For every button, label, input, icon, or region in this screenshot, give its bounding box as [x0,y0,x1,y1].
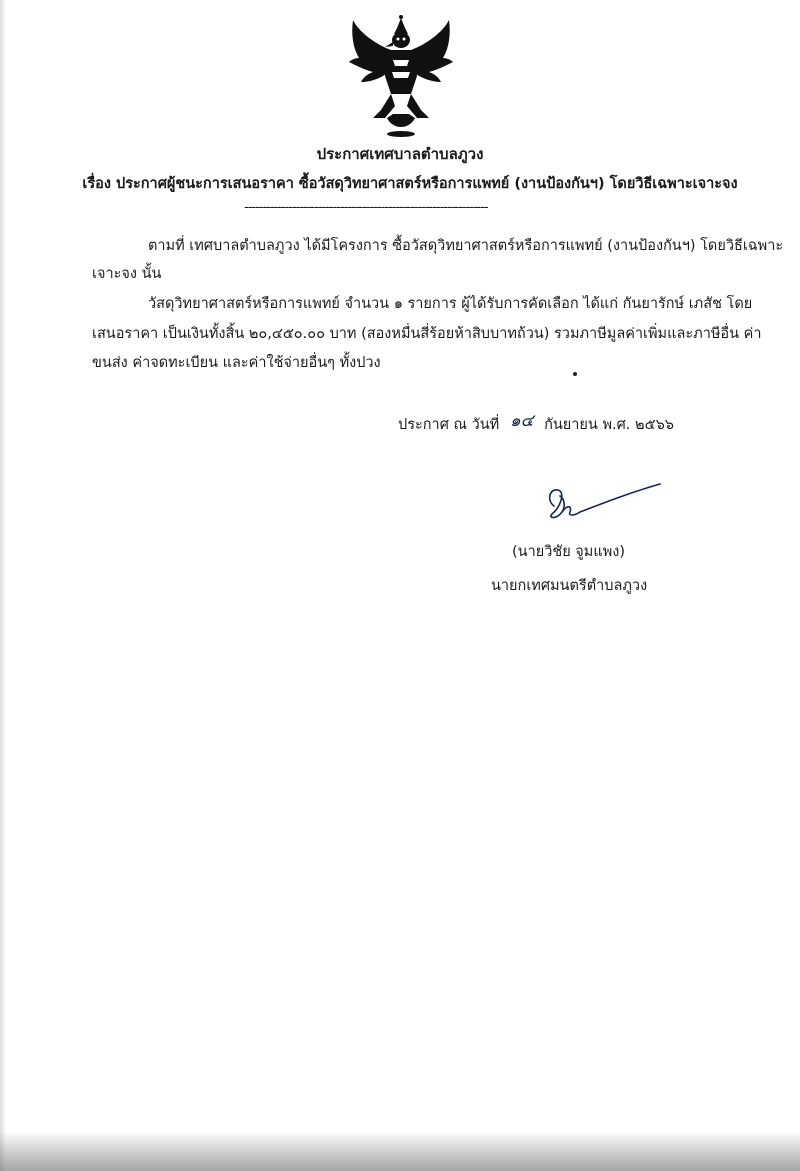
paragraph-2-line-3: ขนส่ง ค่าจดทะเบียน และค่าใช้จ่ายอื่นๆ ทั้งปวง [92,355,381,371]
paragraph-2-line-2: เสนอราคา เป็นเงินทั้งสิ้น ๒๐,๔๕๐.๐๐ บาท (สองหมื่นสี่ร้อยห้าสิบบาทถ้วน) รวมภาษีมูลค่าเพิ่มและภาษีอื่น ค่า [92,326,762,342]
ink-dot [573,372,577,376]
handwritten-signature [536,478,666,524]
page-title: ประกาศเทศบาลตำบลภูวง [316,145,484,163]
announcement-date [398,410,674,437]
announcement-month-year: กันยายน พ.ศ. ๒๕๖๖ [544,417,674,433]
paragraph-2-line-1: วัสดุวิทยาศาสตร์หรือการแพทย์ จำนวน ๑ รายการ ผู้ได้รับการคัดเลือก ได้แก่ กันยารักษ์ เภสัช โดย [148,296,753,312]
signer-name: (นายวิชัย จูมแพง) [512,544,625,560]
garuda-emblem-icon [345,14,457,138]
paragraph-1-line-2: เจาะจง นั้น [92,266,162,282]
announcement-prefix: ประกาศ ณ วันที่ [398,417,500,433]
scan-edge-shadow [0,0,6,1171]
scan-bottom-shadow [0,1131,800,1171]
announcement-day: ๑๔ [509,411,534,431]
subject-line: เรื่อง ประกาศผู้ชนะการเสนอราคา ซื้อวัสดุวิทยาศาสตร์หรือการแพทย์ (งานป้องกันฯ) โดยวิธีเฉพาะเจาะจง [82,176,738,192]
signer-position: นายกเทศมนตรีตำบลภูวง [491,578,648,594]
paragraph-1-line-1: ตามที่ เทศบาลตำบลภูวง ได้มีโครงการ ซื้อวัสดุวิทยาศาสตร์หรือการแพทย์ (งานป้องกันฯ) โดยวิธีเฉพาะ [148,238,784,254]
divider: ------------------------------------------------------------------ [244,200,488,215]
